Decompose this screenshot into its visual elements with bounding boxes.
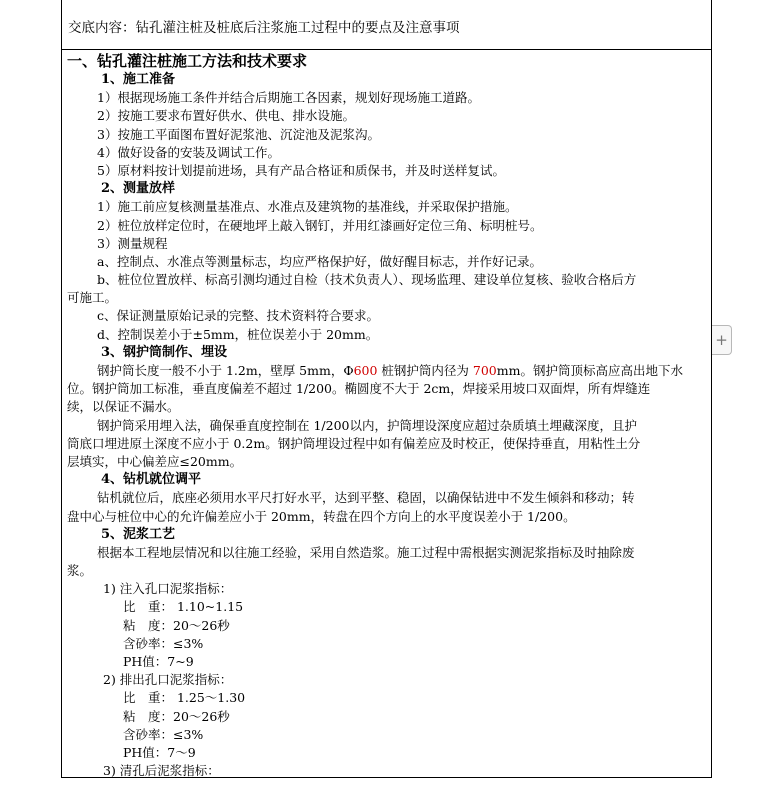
list-item: b、桩位位置放样、标高引测均通过自检（技术负责人）、现场监理、建设单位复核、验收合格后方 — [97, 272, 637, 288]
list-item: 1）根据现场施工条件并结合后期施工各因素，规划好现场施工道路。 — [97, 90, 480, 106]
paragraph-line — [67, 362, 707, 380]
heading-rig: 4、钻机就位调平 — [101, 472, 202, 488]
mud-indicator: 含砂率：≤3% — [123, 635, 204, 651]
list-item: 5）原材料按计划提前进场，具有产品合格证和质保书，并及时送样复试。 — [97, 162, 505, 178]
text-run: mm。钢护筒顶标高应高出地下水 — [496, 363, 683, 378]
list-item: d、控制误差小于±5mm，桩位误差小于 20mm。 — [97, 326, 379, 342]
paragraph-line: 位。钢护筒加工标准，垂直度偏差不超过 1/200。椭圆度不大于 2cm，焊接采用坡口双面焊，所有焊缝连 — [67, 381, 651, 397]
section-title: 一、钻孔灌注桩施工方法和技术要求 — [67, 52, 308, 70]
list-item: 3）测量规程 — [97, 235, 168, 251]
highlight-value: 600 — [353, 363, 378, 378]
paragraph-line: 续，以保证不漏水。 — [67, 399, 180, 415]
heading-casing: 3、钢护筒制作、埋设 — [101, 344, 228, 360]
add-row-button[interactable]: + — [712, 325, 732, 355]
subject-text: 交底内容：钻孔灌注桩及桩底后注浆施工过程中的要点及注意事项 — [68, 20, 460, 36]
mud-indicator: 粘 度：20～26秒 — [123, 708, 230, 724]
mud-group-title: 1) 注入孔口泥浆指标： — [103, 581, 233, 597]
paragraph-line: 层填实，中心偏差应≤20mm。 — [67, 453, 243, 469]
paragraph-line: 钻机就位后，底座必须用水平尺打好水平，达到平整、稳固，以确保钻进中不发生倾斜和移动；转 — [97, 490, 635, 506]
heading-survey: 2、测量放样 — [101, 181, 176, 197]
text-run: 钢护筒长度一般不小于 1.2m，壁厚 5mm，Φ — [97, 363, 354, 378]
document-body — [67, 51, 707, 780]
list-item: a、控制点、水准点等测量标志，均应严格保护好，做好醒目标志，并作好记录。 — [97, 253, 542, 269]
mud-group-title: 3) 清孔后泥浆指标： — [103, 763, 220, 779]
paragraph-line: 筒底口埋进原土深度不应小于 0.2m。钢护筒埋设过程中如有偏差应及时校正，使保持垂直，用粘性土分 — [67, 435, 641, 451]
mud-indicator: 粘 度：20～26秒 — [123, 617, 230, 633]
list-item: c、保证测量原始记录的完整、技术资料符合要求。 — [97, 308, 380, 324]
subject-row — [61, 0, 712, 50]
text-run: 桩钢护筒内径为 — [377, 363, 473, 378]
mud-indicator: PH值：7~9 — [123, 654, 194, 669]
heading-prep: 1、施工准备 — [101, 72, 176, 87]
list-item: 1）施工前应复核测量基准点、水准点及建筑物的基准线，并采取保护措施。 — [97, 199, 518, 215]
mud-indicator: 比 重： 1.10~1.15 — [123, 599, 244, 615]
paragraph-line: 根据本工程地层情况和以往施工经验，采用自然造浆。施工过程中需根据实测泥浆指标及时抽除废 — [97, 544, 635, 560]
mud-group-title: 2) 排出孔口泥浆指标： — [103, 672, 233, 688]
list-item: 4）做好设备的安装及调试工作。 — [97, 144, 280, 160]
list-item: 3）按施工平面图布置好泥浆池、沉淀池及泥浆沟。 — [97, 126, 380, 142]
list-item: 2）按施工要求布置好供水、供电、排水设施。 — [97, 108, 355, 124]
mud-indicator: 含砂率：≤3% — [123, 726, 204, 742]
paragraph-line: 浆。 — [67, 563, 93, 579]
list-item-continuation: 可施工。 — [67, 290, 118, 306]
paragraph-line: 钢护筒采用埋入法，确保垂直度控制在 1/200以内，护筒埋设深度应超过杂质填土埋藏深度，且护 — [97, 417, 637, 433]
list-item: 2）桩位放样定位时，在硬地坪上敲入钢钉，并用红漆画好定位三角、标明桩号。 — [97, 217, 543, 233]
mud-indicator: PH值：7～9 — [123, 744, 196, 760]
mud-indicator: 比 重： 1.25～1.30 — [123, 690, 246, 706]
heading-mud: 5、泥浆工艺 — [101, 526, 176, 542]
highlight-value: 700 — [472, 363, 497, 378]
paragraph-line: 盘中心与桩位中心的允许偏差应小于 20mm，转盘在四个方向上的水平度误差小于 1/200。 — [67, 508, 576, 524]
